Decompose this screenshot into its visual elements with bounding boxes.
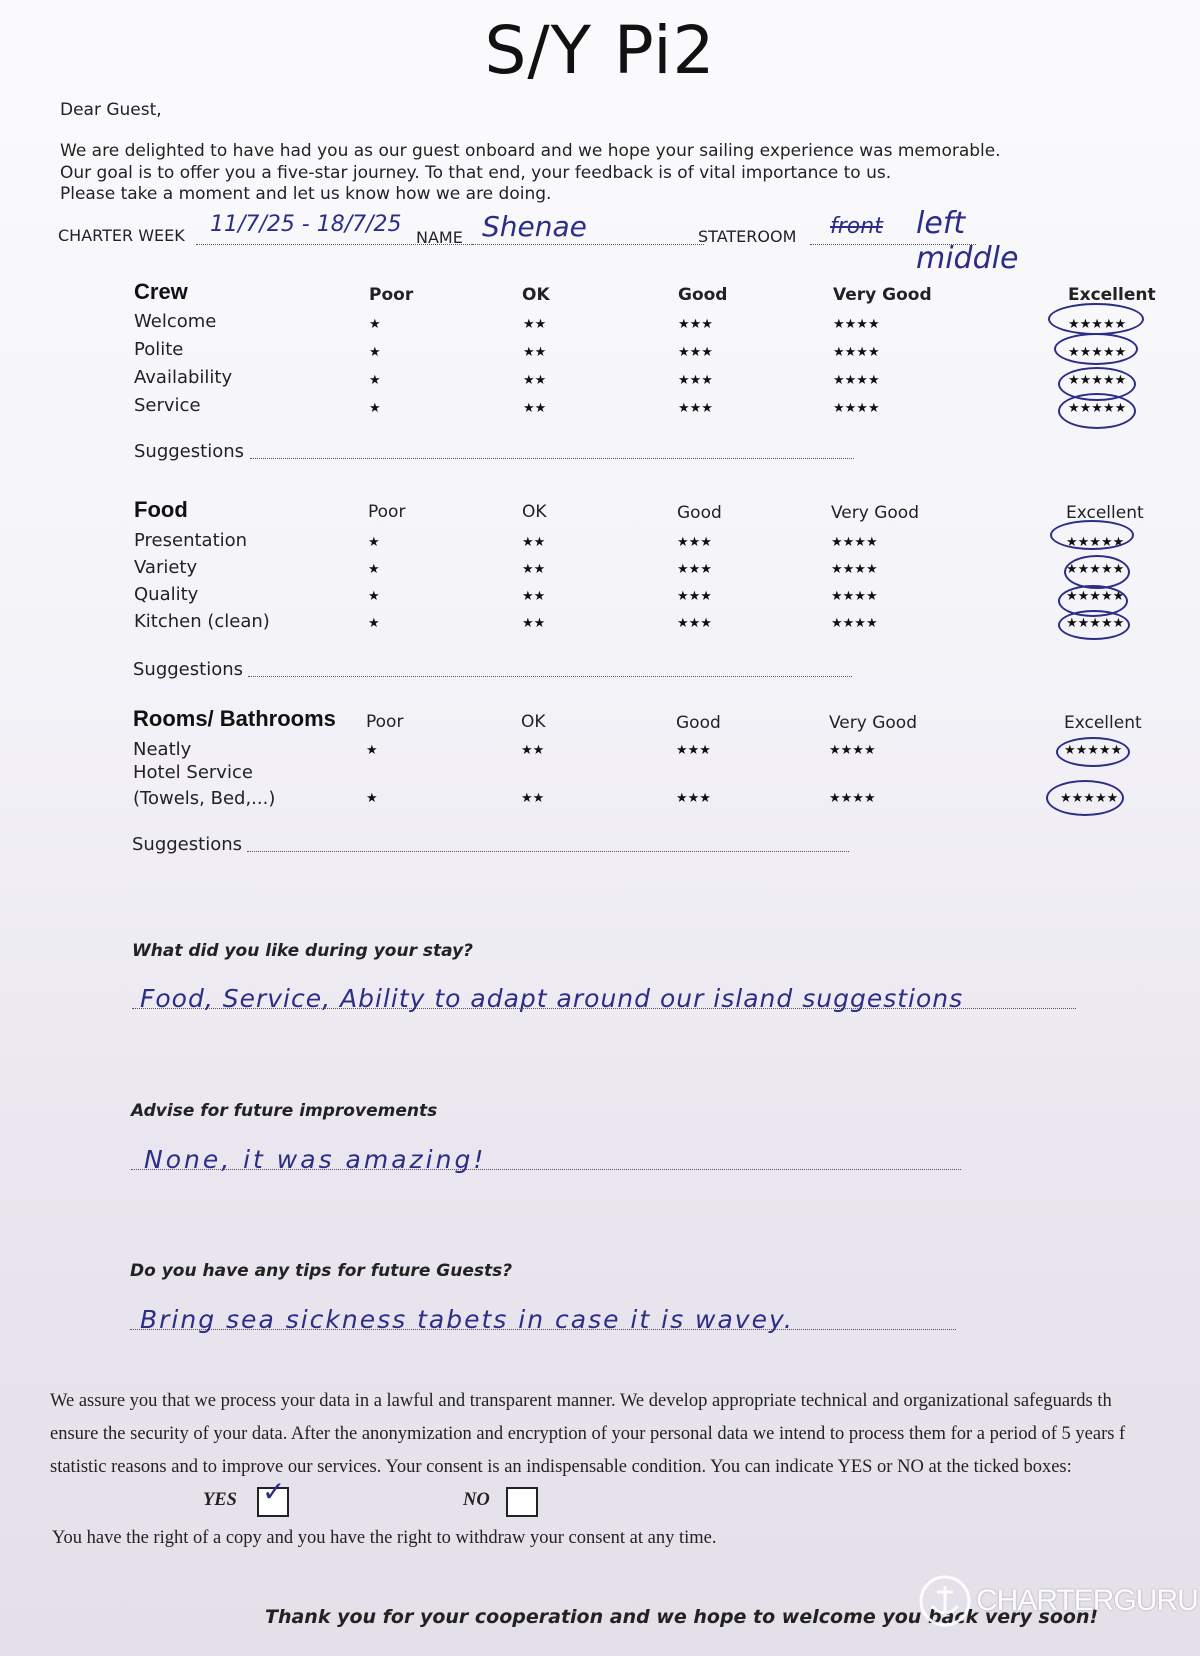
- question-improvements-label: Advise for future improvements: [131, 1101, 438, 1121]
- star-option[interactable]: ★★★★: [833, 317, 880, 332]
- star-option[interactable]: ★: [368, 589, 380, 604]
- star-option[interactable]: ★★★: [677, 562, 712, 577]
- star-option[interactable]: ★★★: [678, 373, 713, 388]
- star-option[interactable]: ★★★★: [831, 562, 878, 577]
- star-option[interactable]: ★: [369, 317, 381, 332]
- selection-circle: [1064, 555, 1130, 589]
- col-poor: Poor: [368, 502, 406, 522]
- star-option[interactable]: ★★: [522, 589, 546, 604]
- privacy-rights: You have the right of a copy and you have the right to withdraw your consent at any time.: [52, 1528, 717, 1548]
- star-option[interactable]: ★★★★: [831, 616, 878, 631]
- star-option[interactable]: ★★★: [676, 743, 711, 758]
- star-option[interactable]: ★★★: [678, 401, 713, 416]
- star-option[interactable]: ★★★★★: [1066, 616, 1125, 631]
- crew-row-availability: Availability: [134, 367, 233, 388]
- selection-circle: [1054, 333, 1138, 365]
- col-good: Good: [678, 285, 728, 305]
- star-option[interactable]: ★★★★: [833, 373, 880, 388]
- star-option[interactable]: ★: [368, 535, 380, 550]
- section-title-rooms: Rooms/ Bathrooms: [133, 706, 336, 731]
- selection-circle: [1056, 737, 1130, 767]
- section-title-crew: Crew: [134, 279, 188, 304]
- star-option[interactable]: ★★★: [676, 791, 711, 806]
- selection-circle: [1058, 610, 1130, 640]
- question-improvements-answer: None, it was amazing!: [144, 1145, 487, 1174]
- star-option[interactable]: ★: [368, 616, 380, 631]
- col-excellent: Excellent: [1064, 713, 1142, 733]
- star-option[interactable]: ★: [369, 401, 381, 416]
- greeting: Dear Guest,: [60, 100, 162, 120]
- checkmark-icon: ✓: [262, 1475, 286, 1508]
- question-tips-label: Do you have any tips for future Guests?: [130, 1261, 513, 1281]
- intro-line-3: Please take a moment and let us know how we are doing.: [60, 184, 552, 204]
- col-good: Good: [677, 503, 722, 523]
- col-excellent: Excellent: [1066, 503, 1144, 523]
- star-option[interactable]: ★★★★★: [1064, 743, 1123, 758]
- consent-yes-checkbox[interactable]: [257, 1475, 289, 1517]
- star-option[interactable]: ★★★★: [833, 345, 880, 360]
- selection-circle: [1058, 393, 1136, 429]
- question-liked-answer: Food, Service, Ability to adapt around our island suggestions: [140, 984, 964, 1013]
- star-option[interactable]: ★★★★★: [1066, 562, 1125, 577]
- closing-message: Thank you for your cooperation and we hope to welcome you back very soon!: [265, 1606, 1099, 1628]
- question-liked-label: What did you like during your stay?: [132, 941, 474, 961]
- star-option[interactable]: ★★★★: [831, 535, 878, 550]
- watermark-text: CHARTERGURU: [976, 1584, 1198, 1617]
- privacy-line-1: We assure you that we process your data in a lawful and transparent manner. We develop appropriate technical and organizational safeguards th: [50, 1391, 1112, 1411]
- star-option[interactable]: ★★★★: [829, 743, 876, 758]
- col-very-good: Very Good: [833, 285, 932, 305]
- star-option[interactable]: ★★★★: [829, 791, 876, 806]
- food-row-variety: Variety: [134, 557, 198, 578]
- star-option[interactable]: ★★★★★: [1066, 589, 1125, 604]
- intro-line-2: Our goal is to offer you a five-star journey. To that end, your feedback is of vital importance to us.: [60, 163, 892, 183]
- star-option[interactable]: ★★★★★: [1068, 345, 1127, 360]
- star-option[interactable]: ★★★★★: [1068, 373, 1127, 388]
- star-option[interactable]: ★★★★★: [1068, 317, 1127, 332]
- crew-row-polite: Polite: [134, 339, 184, 360]
- star-option[interactable]: ★★★: [677, 589, 712, 604]
- section-title-food: Food: [134, 497, 188, 522]
- crew-row-service: Service: [134, 395, 201, 416]
- star-option[interactable]: ★★: [523, 345, 547, 360]
- rooms-row-neatly: Neatly: [133, 739, 192, 760]
- col-poor: Poor: [369, 285, 414, 305]
- privacy-line-3: statistic reasons and to improve our services. Your consent is an indispensable condition. You can indicate YES or NO at the ticked boxes:: [50, 1457, 1072, 1477]
- star-option[interactable]: ★★★: [677, 616, 712, 631]
- star-option[interactable]: ★★★: [678, 345, 713, 360]
- star-option[interactable]: ★★★★★: [1066, 535, 1125, 550]
- star-option[interactable]: ★★: [521, 743, 545, 758]
- col-poor: Poor: [366, 712, 404, 732]
- anchor-icon: [918, 1574, 972, 1628]
- star-option[interactable]: ★★: [523, 317, 547, 332]
- star-option[interactable]: ★: [368, 562, 380, 577]
- star-option[interactable]: ★: [366, 791, 378, 806]
- intro-line-1: We are delighted to have had you as our guest onboard and we hope your sailing experience was memorable.: [60, 141, 1001, 161]
- col-ok: OK: [521, 712, 546, 732]
- consent-yes-label: YES: [203, 1490, 237, 1510]
- star-option[interactable]: ★★★★: [831, 589, 878, 604]
- rooms-row-hotel-service: Hotel Service: [133, 762, 253, 783]
- star-option[interactable]: ★: [369, 373, 381, 388]
- charter-week-label: CHARTER WEEK: [58, 226, 185, 245]
- charter-week-value: 11/7/25 - 18/7/25: [210, 212, 402, 237]
- star-option[interactable]: ★★: [523, 401, 547, 416]
- food-row-quality: Quality: [134, 584, 199, 605]
- star-option[interactable]: ★★★: [678, 317, 713, 332]
- food-suggestions-field[interactable]: [248, 676, 852, 677]
- star-option[interactable]: ★★: [522, 535, 546, 550]
- star-option[interactable]: ★★: [521, 791, 545, 806]
- star-option[interactable]: ★: [369, 345, 381, 360]
- name-field[interactable]: [472, 244, 704, 245]
- name-value: Shenae: [482, 210, 587, 243]
- rooms-suggestions-field[interactable]: [247, 851, 849, 852]
- crew-suggestions-label: Suggestions: [134, 441, 244, 462]
- privacy-line-2: ensure the security of your data. After the anonymization and encryption of your personal data we intend to process them for a period of 5 years f: [50, 1424, 1126, 1444]
- selection-circle: [1050, 520, 1134, 550]
- name-label: NAME: [416, 228, 463, 247]
- stateroom-value: left middle: [916, 206, 1019, 276]
- food-suggestions-label: Suggestions: [133, 659, 243, 680]
- selection-circle: [1048, 303, 1144, 335]
- star-option[interactable]: ★★: [522, 616, 546, 631]
- document-title: S/Y Pi2: [484, 12, 716, 89]
- col-ok: OK: [522, 502, 547, 522]
- col-good: Good: [676, 713, 721, 733]
- star-option[interactable]: ★★★★★: [1068, 401, 1127, 416]
- crew-row-welcome: Welcome: [134, 311, 217, 332]
- charter-info-row: [58, 206, 1058, 276]
- col-ok: OK: [522, 285, 550, 305]
- food-row-kitchen: Kitchen (clean): [134, 611, 270, 632]
- col-very-good: Very Good: [831, 503, 919, 523]
- star-option[interactable]: ★★★★★: [1060, 791, 1119, 806]
- selection-circle: [1046, 780, 1124, 816]
- col-excellent: Excellent: [1068, 285, 1156, 305]
- star-option[interactable]: ★★: [523, 373, 547, 388]
- consent-no-label: NO: [463, 1490, 490, 1510]
- star-option[interactable]: ★★★: [677, 535, 712, 550]
- stateroom-struck-value: front: [830, 214, 883, 239]
- star-option[interactable]: ★★★★: [833, 401, 880, 416]
- question-tips-answer: Bring sea sickness tabets in case it is wavey.: [140, 1305, 794, 1334]
- rooms-suggestions-label: Suggestions: [132, 834, 242, 855]
- stateroom-label: STATEROOM: [698, 227, 797, 246]
- star-option[interactable]: ★: [366, 743, 378, 758]
- star-option[interactable]: ★★: [522, 562, 546, 577]
- chartergura-watermark: [918, 1574, 1198, 1630]
- food-row-presentation: Presentation: [134, 530, 248, 551]
- col-very-good: Very Good: [829, 713, 917, 733]
- rooms-row-hotel-service-detail: (Towels, Bed,...): [133, 788, 276, 809]
- crew-suggestions-field[interactable]: [250, 458, 854, 459]
- consent-no-checkbox[interactable]: [506, 1487, 538, 1517]
